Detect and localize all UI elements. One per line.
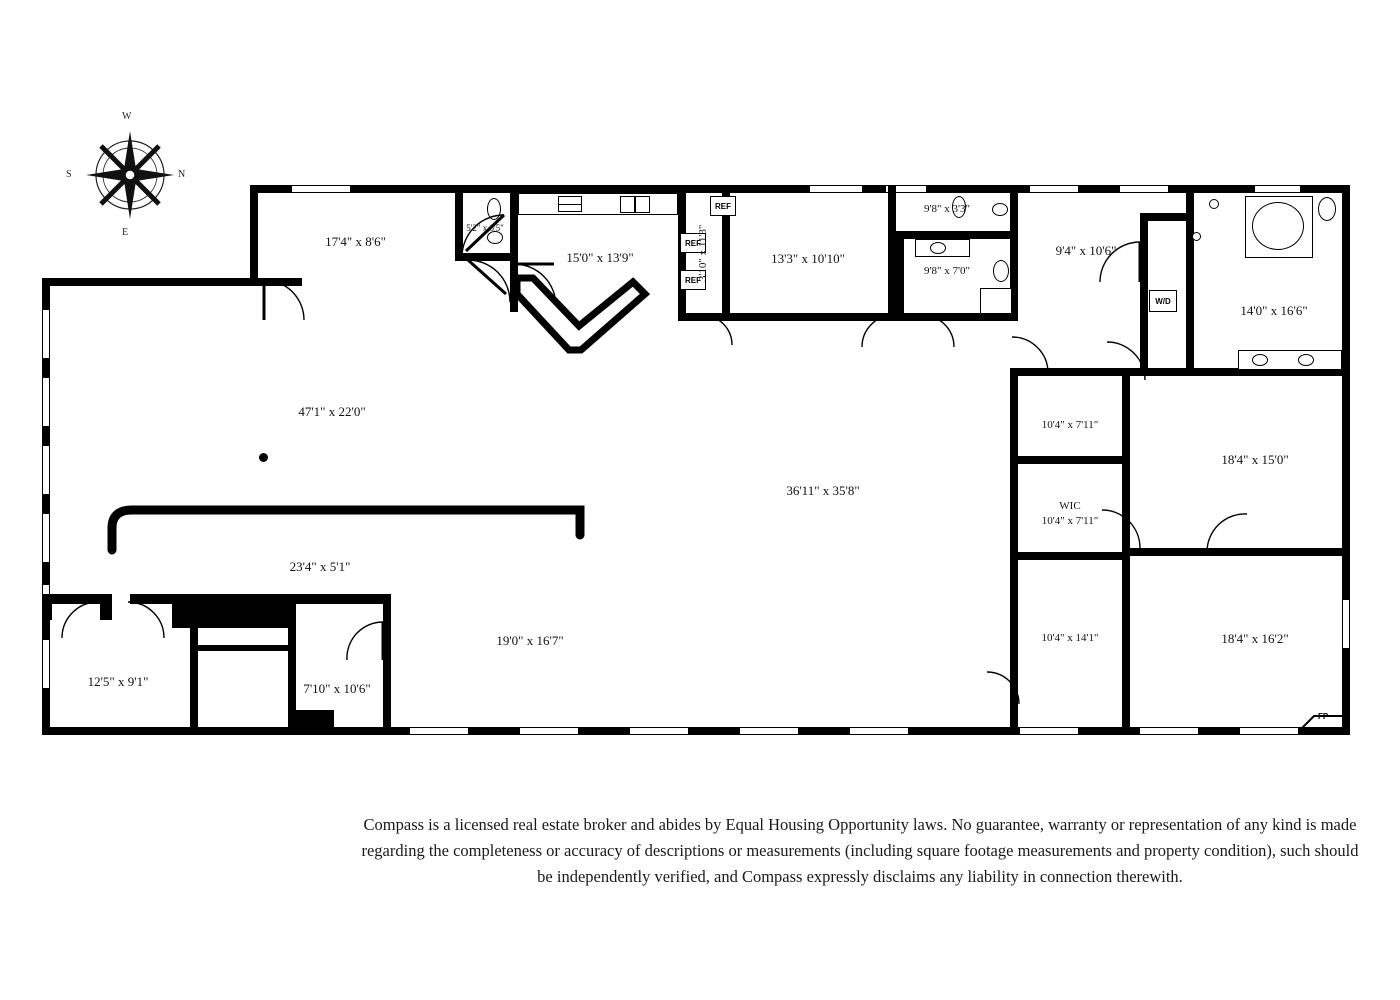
label-powder: 5'2" x 6'5" — [466, 223, 504, 233]
door-primary-bath — [1105, 340, 1147, 382]
label-living: 19'0" x 16'7" — [496, 633, 564, 648]
label-great-room: 36'11" x 35'8" — [786, 483, 860, 498]
wall-top-porch — [42, 278, 257, 286]
wall-bathA-bottom — [896, 231, 1018, 239]
window-top-2 — [810, 185, 862, 193]
disclaimer-text: Compass is a licensed real estate broker and abides by Equal Housing Opportunity laws. No guarantee, warranty or representation of any kind is made regarding the completeness or accuracy of descriptions or measurements (including square footage measurements and property condition), such should be independently verified, and Compass expressly disclaims any liability in connection therewith. — [361, 814, 1359, 887]
wall-bathB-bottom — [896, 313, 1018, 321]
window-top-6 — [1255, 185, 1300, 193]
wall-storage-left — [288, 594, 296, 727]
window-bottom-6 — [1020, 727, 1078, 735]
window-bottom-2 — [520, 727, 578, 735]
label-wic: WIC — [1059, 500, 1081, 512]
label-storage: 7'10" x 10'6" — [303, 681, 371, 696]
label-bedroom-4: 18'4" x 15'0" — [1221, 452, 1289, 467]
window-left-3 — [42, 446, 50, 494]
wall-right-exterior — [1342, 185, 1350, 735]
label-bath-b: 9'8" x 7'0" — [924, 265, 970, 277]
wall-closet-mid-1 — [1010, 456, 1130, 464]
compass-label-west: W — [122, 111, 132, 122]
label-closet-1: 10'4" x 7'11" — [1041, 419, 1099, 431]
refrigerator-1: REF — [710, 196, 736, 216]
window-top-5 — [1120, 185, 1168, 193]
window-left-6 — [42, 640, 50, 688]
wall-stub-left-2 — [100, 594, 112, 620]
door-entry — [466, 258, 512, 304]
label-wic-dims: 10'4" x 7'11" — [1041, 515, 1099, 527]
label-garage: 17'4" x 8'6" — [325, 234, 386, 249]
window-left-2 — [42, 378, 50, 426]
label-bath-a: 9'8" x 3'3" — [924, 203, 970, 215]
sink-primary-1 — [1252, 354, 1268, 366]
wall-utility-mid — [190, 645, 290, 651]
refrigerator-3: REF — [680, 270, 706, 290]
window-bottom-5 — [850, 727, 908, 735]
door-bedroom-3 — [1010, 335, 1050, 375]
wall-bathB-left — [896, 239, 904, 321]
window-left-4 — [42, 514, 50, 562]
door-utility — [60, 600, 100, 640]
label-hall: 23'4" x 5'1" — [289, 559, 351, 574]
door-bedroom-4 — [1205, 512, 1251, 554]
door-garage — [262, 278, 306, 322]
label-pantry: 3'10" x 11'3" — [697, 224, 710, 282]
wall-garage-left — [250, 185, 258, 286]
washer-dryer: W/D — [1149, 290, 1177, 312]
wall-stub-left — [42, 594, 52, 620]
door-powder — [460, 213, 506, 259]
compass-label-east: E — [122, 227, 129, 238]
window-bottom-3 — [630, 727, 688, 735]
wall-bed2-right — [888, 185, 896, 320]
wall-wd-top — [1140, 213, 1188, 221]
window-bottom-4 — [740, 727, 798, 735]
door-bath-b — [920, 313, 956, 349]
compass-label-north: N — [178, 169, 186, 180]
wall-top-main — [250, 185, 1350, 193]
label-primary-bath: 14'0" x 16'6" — [1240, 303, 1308, 318]
shower-head-primary — [1209, 199, 1219, 209]
door-kitchen-to-great — [512, 262, 558, 308]
compass-rose — [66, 111, 190, 238]
window-bottom-8 — [1240, 727, 1298, 735]
window-right-1 — [1342, 600, 1350, 648]
door-storage — [345, 620, 385, 662]
toilet-primary — [1318, 197, 1336, 221]
window-bottom-1 — [410, 727, 468, 735]
porch-center-marker — [259, 453, 268, 462]
door-utility-2 — [126, 600, 166, 640]
label-closet-2: 10'4" x 14'1" — [1041, 632, 1099, 644]
sink-primary-2 — [1298, 354, 1314, 366]
window-top-4 — [1030, 185, 1078, 193]
shower-control-primary — [1192, 232, 1201, 241]
label-bedroom-5: 18'4" x 16'2" — [1221, 631, 1289, 646]
door-bedroom-2 — [860, 313, 896, 349]
toilet-bath-b — [993, 260, 1009, 282]
window-top-1 — [292, 185, 350, 193]
window-bottom-7 — [1140, 727, 1198, 735]
wall-closet-mid-2 — [1010, 552, 1130, 560]
label-porch: 47'1" x 22'0" — [298, 404, 366, 419]
curved-hall-wall — [100, 495, 610, 555]
label-kitchen: 15'0" x 13'9" — [566, 250, 634, 265]
cabinet-run-1 — [172, 594, 288, 628]
sink-bath-a — [992, 203, 1008, 216]
door-pantry — [700, 313, 734, 347]
cooktop-burner-line — [558, 204, 582, 205]
bathtub-basin — [1252, 202, 1304, 250]
door-closet-2 — [985, 670, 1021, 706]
sink-bath-b — [930, 242, 946, 254]
cabinet-run-2 — [288, 710, 334, 728]
label-bedroom-2: 13'3" x 10'10" — [771, 251, 845, 266]
window-left-1 — [42, 310, 50, 358]
fireplace-label: FP — [1318, 712, 1329, 721]
label-bedroom-3: 9'4" x 10'6" — [1055, 243, 1117, 258]
refrigerator-2: REF — [680, 233, 706, 253]
kitchen-counter-top — [518, 193, 678, 215]
compass-label-south: S — [66, 169, 72, 180]
shower-bath-b — [980, 288, 1012, 314]
sink-divider — [634, 196, 636, 213]
label-utility: 12'5" x 9'1" — [87, 674, 149, 689]
